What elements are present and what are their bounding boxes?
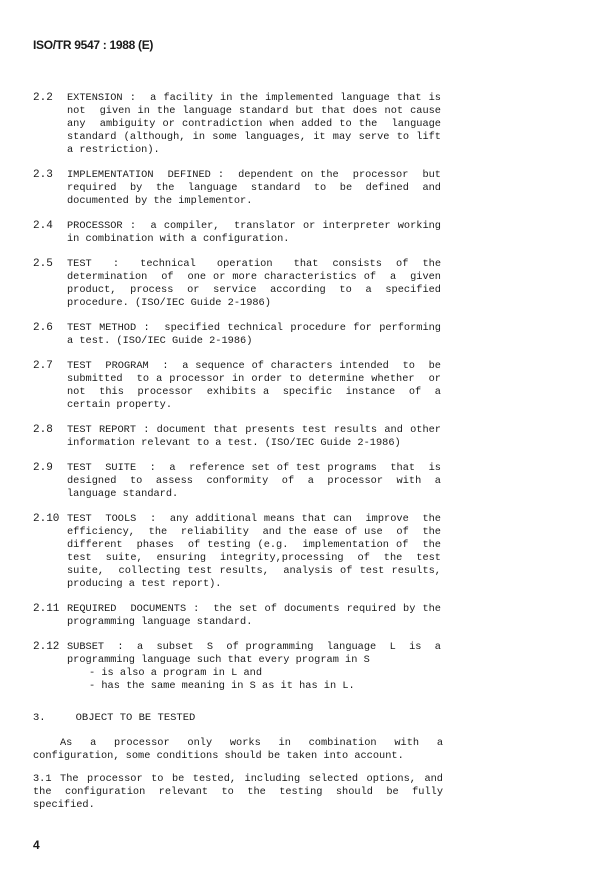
definition-line: programming language such that every program in S — [67, 654, 370, 666]
definition-line: programming language standard. — [67, 616, 253, 628]
definition-2-9 — [33, 462, 443, 501]
definition-2-6 — [33, 322, 443, 348]
document-id: ISO/TR 9547 : 1988 (E) — [33, 38, 154, 52]
definition-line: required by the language standard to be defined and — [67, 182, 441, 194]
section-3-intro — [33, 737, 443, 763]
definition-number: 2.11 — [33, 603, 60, 615]
para-line: specified. — [33, 799, 95, 811]
definition-number: 2.4 — [33, 220, 53, 232]
definition-subitem: - is also a program in L and — [89, 667, 263, 679]
definition-line: determination of one or more characteristics of a given — [67, 271, 441, 283]
definition-line: TEST TOOLS : any additional means that can improve the — [67, 513, 441, 525]
definition-line: not given in the language standard but that does not cause — [67, 105, 441, 117]
para-line: the configuration relevant to the testing should be fully — [33, 786, 443, 798]
definition-number: 2.7 — [33, 360, 53, 372]
definition-text — [67, 322, 441, 348]
definition-number: 2.6 — [33, 322, 53, 334]
definition-2-10 — [33, 513, 443, 591]
definition-line: certain property. — [67, 399, 173, 411]
definition-2-4 — [33, 220, 443, 246]
definition-2-7 — [33, 360, 443, 412]
definition-2-12 — [33, 641, 443, 693]
definition-line: TEST : technical operation that consists of the — [67, 258, 441, 270]
definition-line: IMPLEMENTATION DEFINED : dependent on the processor but — [67, 169, 441, 181]
section-title: OBJECT TO BE TESTED — [75, 712, 196, 724]
definition-text — [67, 424, 441, 450]
definition-text — [67, 360, 441, 412]
definition-line: SUBSET : a subset S of programming language L is a — [67, 641, 441, 653]
definition-number: 2.5 — [33, 258, 53, 270]
definition-2-5 — [33, 258, 443, 310]
definition-2-11 — [33, 603, 443, 629]
definition-line: TEST METHOD : specified technical procedure for performing — [67, 322, 441, 334]
definition-line: in combination with a configuration. — [67, 233, 290, 245]
definition-line: TEST REPORT : document that presents test results and other — [67, 424, 441, 436]
definition-number: 2.8 — [33, 424, 53, 436]
definition-text — [67, 92, 441, 157]
definition-number: 2.12 — [33, 641, 60, 653]
definition-line: EXTENSION : a facility in the implemented language that is — [67, 92, 441, 104]
section-3-heading — [33, 712, 195, 724]
intro-line: configuration, some conditions should be taken into account. — [33, 750, 404, 762]
definition-line: submitted to a processor in order to determine whether or — [67, 373, 441, 385]
definition-subitem: - has the same meaning in S as it has in L. — [89, 680, 355, 692]
intro-line: As a processor only works in combination with a — [60, 737, 443, 749]
page-number: 4 — [33, 838, 40, 852]
definition-text — [67, 169, 441, 208]
definition-number: 2.9 — [33, 462, 53, 474]
definition-line: product, process or service according to a specified — [67, 284, 441, 296]
definition-line: procedure. (ISO/IEC Guide 2-1986) — [67, 297, 271, 309]
section-number: 3. — [33, 712, 46, 724]
definition-line: suite, collecting test results, analysis of test results, — [67, 565, 441, 577]
definition-line: TEST PROGRAM : a sequence of characters intended to be — [67, 360, 441, 372]
paragraph-3-1 — [33, 773, 443, 812]
definition-number: 2.3 — [33, 169, 53, 181]
definition-line: standard (although, in some languages, it may serve to lift — [67, 131, 441, 143]
definitions-list — [33, 92, 443, 705]
definition-2-3 — [33, 169, 443, 208]
definition-line: producing a test report). — [67, 578, 222, 590]
definition-text — [67, 220, 441, 246]
definition-line: TEST SUITE : a reference set of test programs that is — [67, 462, 441, 474]
definition-text — [67, 641, 441, 693]
definition-line: documented by the implementor. — [67, 195, 253, 207]
definition-line: efficiency, the reliability and the ease of use of the — [67, 526, 441, 538]
definition-line: different phases of testing (e.g. implementation of the — [67, 539, 441, 551]
definition-text — [67, 258, 441, 310]
definition-2-8 — [33, 424, 443, 450]
definition-number: 2.2 — [33, 92, 53, 104]
para-line: 3.1 The processor to be tested, including selected options, and — [33, 773, 443, 785]
definition-line: language standard. — [67, 488, 179, 500]
definition-line: PROCESSOR : a compiler, translator or interpreter working — [67, 220, 441, 232]
definition-number: 2.10 — [33, 513, 60, 525]
definition-line: not this processor exhibits a specific instance of a — [67, 386, 441, 398]
definition-line: any ambiguity or contradiction when added to the language — [67, 118, 441, 130]
definition-line: information relevant to a test. (ISO/IEC Guide 2-1986) — [67, 437, 401, 449]
definition-line: REQUIRED DOCUMENTS : the set of documents required by the — [67, 603, 441, 615]
definition-line: a restriction). — [67, 144, 160, 156]
definition-2-2 — [33, 92, 443, 157]
definition-line: test suite, ensuring integrity,processing of the test — [67, 552, 441, 564]
definition-text — [67, 603, 441, 629]
definition-text — [67, 513, 441, 591]
definition-text — [67, 462, 441, 501]
definition-line: designed to assess conformity of a processor with a — [67, 475, 441, 487]
definition-line: a test. (ISO/IEC Guide 2-1986) — [67, 335, 253, 347]
